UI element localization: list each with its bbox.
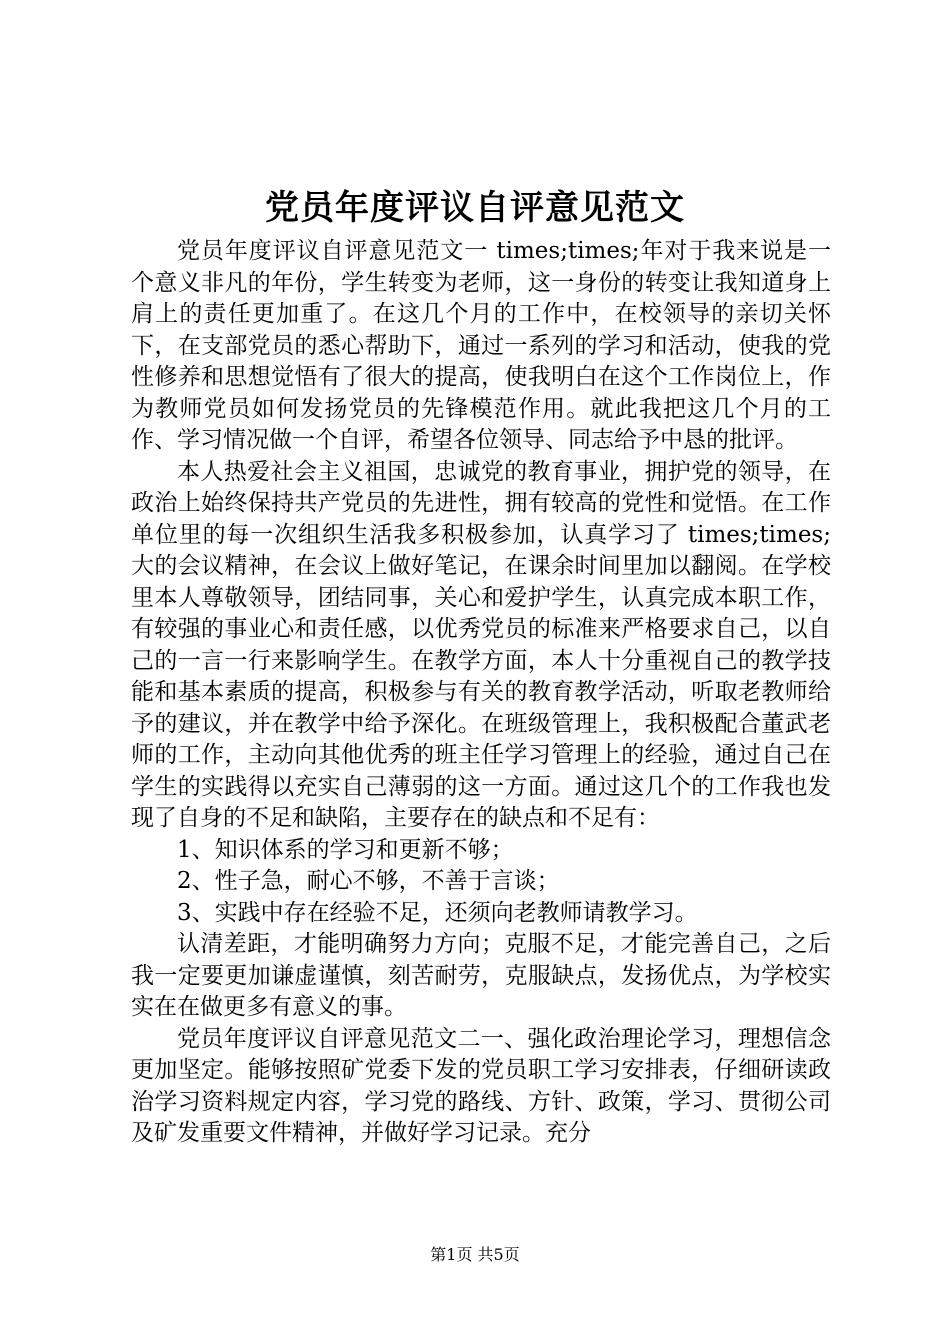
- paragraph-1: 党员年度评议自评意见范文一 times;times;年对于我来说是一个意义非凡的年份，学生转变为老师，这一身份的转变让我知道身上肩上的责任更加重了。在这几个月的工作中，在校领导的亲切关怀下，在支部党员的悉心帮助下，通过一系列的学习和活动，使我的党性修养和思想觉悟有了很大的提高，使我明白在这个工作岗位上，作为教师党员如何发扬党员的先锋模范作用。就此我把这几个月的工作、学习情况做一个自评，希望各位领导、同志给予中恳的批评。: [131, 238, 831, 453]
- paragraph-3: 认清差距，才能明确努力方向；克服不足，才能完善自己，之后我一定要更加谦虚谨慎，刻苦耐劳，克服缺点，发扬优点，为学校实实在在做更多有意义的事。: [131, 931, 831, 1020]
- page-number-footer: 第1页 共5页: [430, 1245, 520, 1264]
- document-title: 党员年度评议自评意见范文: [265, 188, 685, 228]
- paragraph-4: 党员年度评议自评意见范文二一、强化政治理论学习，理想信念更加坚定。能够按照矿党委下发的党员职工学习安排表，仔细研读政治学习资料规定内容，学习党的路线、方针、政策，学习、贯彻公司及矿发重要文件精神，并做好学习记录。充分: [131, 1025, 831, 1146]
- list-item-1: 1、知识体系的学习和更新不够；: [177, 836, 514, 863]
- document-body: [131, 236, 831, 1150]
- list-item-3: 3、实践中存在经验不足，还须向老教师请教学习。: [177, 899, 698, 926]
- paragraph-2: 本人热爱社会主义祖国，忠诚党的教育事业，拥护党的领导，在政治上始终保持共产党员的先进性，拥有较高的党性和觉悟。在工作单位里的每一次组织生活我多积极参加，认真学习了 times;times;大的会议精神，在会议上做好笔记，在课余时间里加以翻阅。在学校里本人尊敬领导，团结同事，关心和爱护学生，认真完成本职工作，有较强的事业心和责任感，以优秀党员的标准来严格要求自己，以自己的一言一行来影响学生。在教学方面，本人十分重视自己的教学技能和基本素质的提高，积极参与有关的教育教学活动，听取老教师给予的建议，并在教学中给予深化。在班级管理上，我积极配合董武老师的工作，主动向其他优秀的班主任学习管理上的经验，通过自己在学生的实践得以充实自己薄弱的这一方面。通过这几个的工作我也发现了自身的不足和缺陷，主要存在的缺点和不足有：: [131, 458, 831, 831]
- list-item-2: 2、性子急，耐心不够，不善于言谈；: [177, 868, 560, 894]
